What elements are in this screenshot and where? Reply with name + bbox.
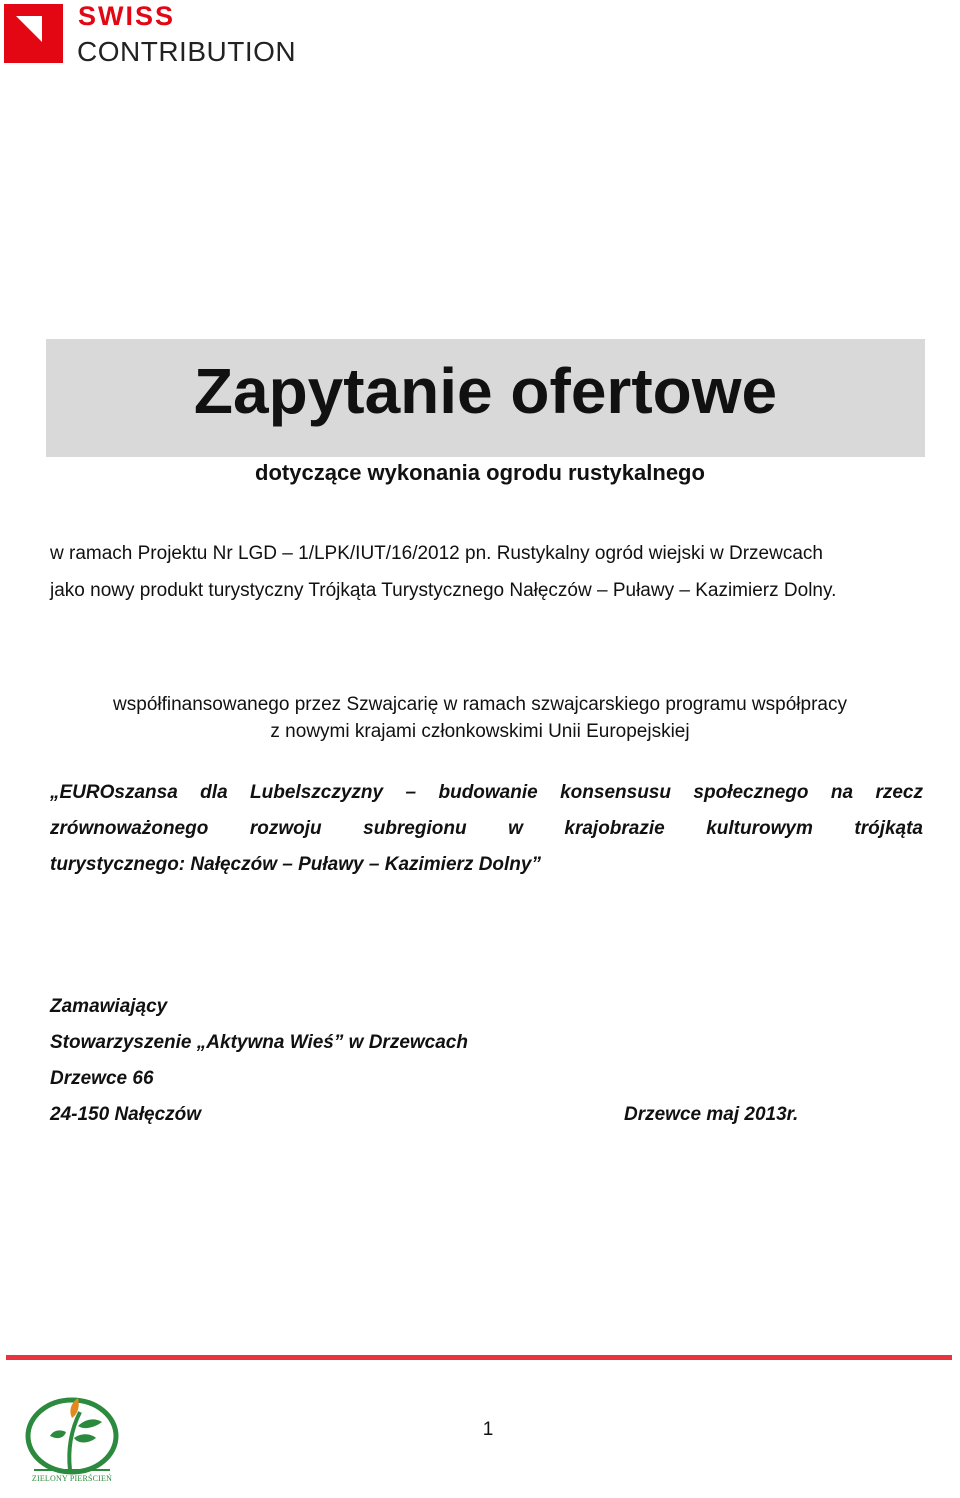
footer-rule (6, 1355, 952, 1360)
swiss-contribution-logo (4, 1, 304, 68)
project-line-1: w ramach Projektu Nr LGD – 1/LPK/IUT/16/2012 pn. Rustykalny ogród wiejski w Drzewcach (50, 543, 823, 564)
client-label: Zamawiający (50, 996, 168, 1017)
funding-line-1: współfinansowanego przez Szwajcarię w ramach szwajcarskiego programu współpracy (113, 694, 847, 715)
logo-arrow-icon (4, 4, 63, 63)
document-subtitle: dotyczące wykonania ogrodu rustykalnego (255, 460, 705, 485)
title-band (46, 339, 925, 457)
footer-logo-text: ZIELONY PIERŚCIEŃ (31, 1474, 113, 1483)
client-address-1: Drzewce 66 (50, 1068, 154, 1089)
quote-line-2: zrównoważonego rozwoju subregionu w krajobrazie kulturowym trójkąta (50, 818, 923, 839)
project-quote (50, 775, 923, 883)
logo-word-contribution: CONTRIBUTION (77, 36, 297, 67)
page-number: 1 (482, 1419, 494, 1440)
document-title: Zapytanie ofertowe (193, 355, 778, 427)
swiss-logo-mark-icon (4, 4, 63, 63)
quote-line-1: „EUROszansa dla Lubelszczyzny – budowanie konsensusu społecznego na rzecz (50, 782, 923, 803)
funding-line-2: z nowymi krajami członkowskimi Unii Europejskiej (270, 721, 690, 742)
client-name: Stowarzyszenie „Aktywna Wieś” w Drzewcach (50, 1032, 468, 1053)
place-date: Drzewce maj 2013r. (624, 1104, 799, 1125)
client-address-2: 24-150 Nałęczów (50, 1104, 202, 1125)
client-address-row (50, 1097, 930, 1133)
logo-word-swiss: SWISS (78, 1, 176, 31)
project-line-2: jako nowy produkt turystyczny Trójkąta Turystycznego Nałęczów – Puławy – Kazimierz Dolny. (50, 580, 837, 601)
client-block (50, 989, 930, 1133)
quote-line-3: turystycznego: Nałęczów – Puławy – Kazimierz Dolny” (50, 854, 541, 875)
